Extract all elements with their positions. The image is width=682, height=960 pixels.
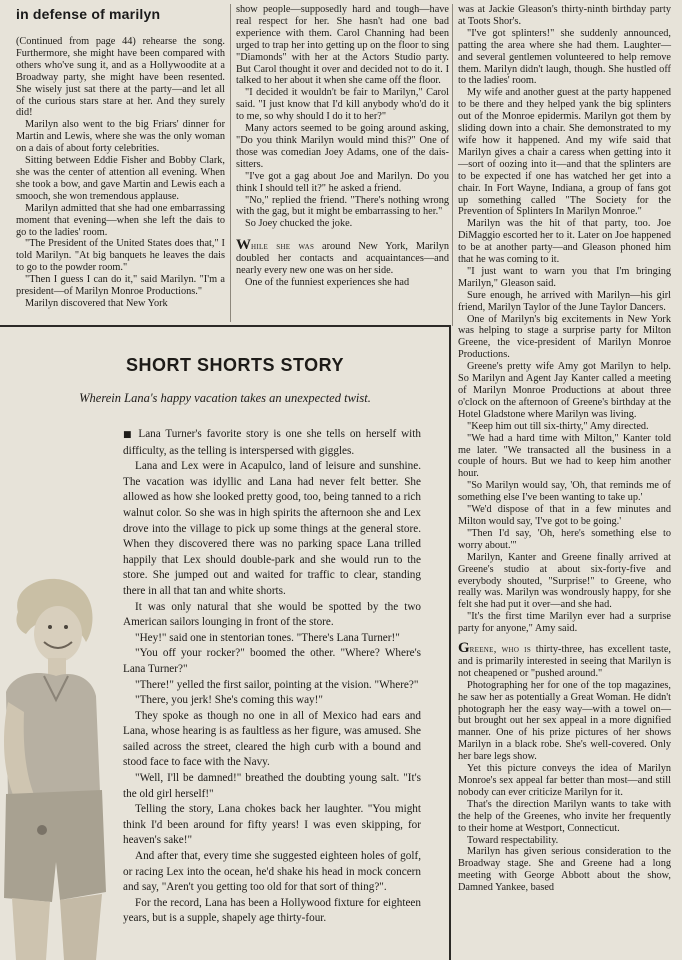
paragraph: Marilyn admitted that she had one embarrassing moment that evening—when she left the dais to go to the ladies' room. — [16, 202, 225, 238]
paragraph: Marilyn, Kanter and Greene finally arrived at Greene's studio at about six-forty-five and everybody shouted, "Surprise!" to Greene, who really was. Marilyn was wondrously happy, for she felt she had put it over—and she had. — [458, 551, 671, 611]
middle-column — [236, 4, 449, 289]
box-border-top — [0, 325, 451, 327]
paragraph: "The President of the United States does that," I told Marilyn. "At big banquets he leaves the dais to go to the powder room." — [16, 238, 225, 274]
paragraph: "I've got a gag about Joe and Marilyn. Do you think I should tell it?" he asked a friend. — [236, 170, 449, 194]
section-opener — [236, 237, 449, 277]
paragraph: was at Jackie Gleason's thirty-ninth birthday party at Toots Shor's. — [458, 4, 671, 27]
column-divider — [452, 4, 453, 326]
dropcap: W — [236, 237, 251, 254]
paragraph: "Keep him out till six-thirty," Amy directed. — [467, 420, 649, 432]
story-paragraph: "You off your rocker?" boomed the other. "Where? Where's Lana Turner?" — [123, 647, 421, 675]
story-body — [123, 427, 421, 927]
smallcaps-lead: reene, who is — [469, 644, 532, 656]
story-paragraph: Lana and Lex were in Acapulco, land of leisure and sunshine. The vacation was idyllic and Lana had never felt better. She allowed as how she looked pretty good, too, being tanned to a rich walnut color. So she was in high spirits the afternoon she and Lex drove into the village to pick up some things at the general store. When they discovered there was no parking space Lana trilled happily that Lex should double-park and she would run to the store. She jumped out and waited for traffic to clear, standing there in all that tan and white shorts. — [123, 460, 421, 597]
story-paragraph: And after that, every time she suggested eighteen holes of golf, or racing Lex into the ocean, he'd shake his head in mock concern and say, "Aren't you getting too old for that sort of thing?". — [123, 850, 421, 894]
paragraph: "I decided it wouldn't be fair to Marilyn," Carol said. "I just know that I'd kill anybody who'd do it to me, so why should I do it to her?" — [236, 87, 449, 123]
dropcap: G — [458, 640, 470, 657]
story-paragraph: It was only natural that she would be spotted by the two American sailors lounging in front of the store. — [123, 600, 421, 629]
paragraph: Greene's pretty wife Amy got Marilyn to help. So Marilyn and Agent Jay Kanter called a meeting of Marilyn Monroe Productions at about three o'clock on the afternoon of Greene's birthday at the Hotel Gladstone where Marilyn was living. — [458, 361, 671, 420]
paragraph: Marilyn has given serious consideration to the Broadway stage. She and Greene had a long meeting with George Abbott about the show, Damned Yankee, based — [458, 846, 671, 894]
paragraph: So Joey chucked the joke. — [245, 218, 353, 230]
box-title: SHORT SHORTS STORY — [125, 355, 345, 375]
paragraph: Sitting between Eddie Fisher and Bobby Clark, she was the center of attention all evening. When she took a bow, and gave Martin and Lewis each a smooch, she won tremendous applause. — [16, 155, 225, 202]
box-border-right — [449, 325, 451, 960]
paragraph-text: around New York, Marilyn doubled her contacts and acquaintances—and nearly every new one was on her side. — [236, 241, 449, 277]
story-paragraph: "There!" yelled the first sailor, pointing at the vision. "Where?" — [135, 678, 419, 691]
paragraph: "So Marilyn would say, 'Oh, that reminds me of something else I've been wanting to take up.' — [458, 480, 671, 504]
paragraph: "We'd dispose of that in a few minutes and Milton would say, 'I've got to be going.' — [458, 504, 671, 527]
paragraph: (Continued from page 44) rehearse the song. Furthermore, she might have been compared with others who've sung it, and as a Hollywoodite at a Broadway party, she might have been resented. She wisely just sat there at the party—and let all of the curious stars stare at her. And they surely did! — [16, 36, 225, 119]
paragraph: My wife and another guest at the party happened to be there and they helped yank the big splinters out of the Monroe epidermis. Marilyn got them by sliding down into a chair. She demonstrated to my wife how it happened. And my wife said that Marilyn gives a chair a caress when getting into it—sort of oozing into it—and that the splinters are to be expected if one has watched her get into a chair. In Fort Wayne, Indiana, a group of fans got up something called "The Society for the Prevention of Splinters In Marilyn Monroe." — [458, 87, 671, 218]
lana-turner-photo — [0, 572, 112, 960]
left-column — [16, 36, 225, 310]
paragraph: "I just want to warn you that I'm bringing Marilyn," Gleason said. — [458, 265, 671, 289]
bullet-marker: ■ — [123, 430, 134, 440]
paragraph: Marilyn also went to the big Friars' dinner for Martin and Lewis, where she was the only woman on a dais of about forty celebrities. — [16, 119, 225, 155]
story-paragraph: "Well, I'll be damned!" breathed the doubting young salt. "It's the old girl herself!" — [123, 772, 421, 800]
box-subtitle: Wherein Lana's happy vacation takes an unexpected twist. — [79, 391, 371, 405]
paragraph: That's the direction Marilyn wants to take with the help of the Greenes, who invite her frequently to their home at Westport, Connecticut. — [458, 798, 671, 834]
page-header: in defense of marilyn — [16, 6, 161, 22]
paragraph: Sure enough, he arrived with Marilyn—his girl friend, Marilyn Taylor of the June Taylor Dancers. — [458, 289, 671, 313]
paragraph-text: Lana Turner's favorite story is one she tells on herself with difficulty, as the telling is interspersed with giggles. — [123, 428, 421, 457]
paragraph: "We had a hard time with Milton," Kanter told me later. "We transacted all the business in a couple of hours. But we had to keep him another hour. — [458, 432, 671, 480]
story-paragraph: "Hey!" said one in stentorian tones. "There's Lana Turner!" — [135, 631, 400, 644]
paragraph: "No," replied the friend. "There's nothing wrong with the gag, but it might be embarrassing to her." — [236, 194, 449, 218]
paragraph: "It's the first time Marilyn ever had a surprise party for anyone," Amy said. — [458, 611, 671, 635]
column-divider — [230, 4, 231, 322]
story-lead — [123, 427, 421, 459]
paragraph: "Then I guess I can do it," said Marilyn. "I'm a president—of Marilyn Monroe Productions." — [16, 274, 225, 298]
paragraph: Marilyn was the hit of that party, too. Joe DiMaggio escorted her to it. Later on Joe happened to be at another party—and Gleason phoned him that he was coming to it. — [458, 218, 671, 266]
smallcaps-lead: hile she was — [251, 241, 315, 253]
story-paragraph: For the record, Lana has been a Hollywood fixture for eighteen years, but is a supple, shapely age thirty-four. — [123, 896, 421, 925]
paragraph: Yet this picture conveys the idea of Marilyn Monroe's sex appeal far better than most—and still nobody can ever criticize Marilyn for it. — [458, 763, 671, 798]
paragraph: "I've got splinters!" she suddenly announced, patting the area where she had them. Laughter—and several gentlemen volunteered to help remove them. Marilyn didn't laugh, though. She hustled off to the ladies' room. — [458, 27, 671, 87]
paragraph: "Then I'd say, 'Oh, here's something else to worry about.'" — [458, 527, 671, 551]
right-column — [458, 4, 671, 894]
paragraph: Toward respectability. — [467, 834, 559, 846]
paragraph: One of the funniest experiences she had — [245, 276, 410, 288]
story-paragraph: "There, you jerk! She's coming this way!" — [135, 694, 323, 707]
paragraph: show people—supposedly hard and tough—have real respect for her. She hasn't had one bad experience with them. Carol Channing had been urged to trap her into getting up on the floor to sing "Diamonds" with her at the Actors Studio party. But Carol thought it over and decided not to do it. I talked to her about it when she came off the floor. — [236, 4, 449, 87]
paragraph: Photographing her for one of the top magazines, he saw her as potentially a Great Woman. He didn't photograph her the easy way—with a towel on—but brought out her sex appeal in a more dignified manner. One of his prize pictures of her shows Marilyn in a black robe. She's well-covered. Only her bare legs show. — [458, 679, 671, 763]
paragraph: Marilyn discovered that New York — [25, 297, 168, 309]
paragraph-text: thirty-three, has excellent taste, and is primarily interested in seeing that Marilyn is not cheapened or "pushed around." — [458, 644, 671, 679]
paragraph: One of Marilyn's big excitements in New York was helping to stage a surprise party for Milton Greene, the vice-president of Marilyn Monroe Productions. — [458, 313, 671, 361]
story-paragraph: Telling the story, Lana chokes back her laughter. "You might think I'd been around for fifty years! I was even skipping, for heaven's sake!" — [123, 803, 421, 847]
story-paragraph: They spoke as though no one in all of Mexico had ears and Lana, whose hearing is as faultless as her figure, was amused. She sailed across the street, cleared the high curb with a bound and stood face to face with the Navy. — [123, 709, 421, 769]
section-opener — [458, 640, 671, 680]
paragraph: Many actors seemed to be going around asking, "Do you think Marilyn would mind this?" One of those was comedian Joey Adams, one of the dais-sitters. — [236, 123, 449, 170]
